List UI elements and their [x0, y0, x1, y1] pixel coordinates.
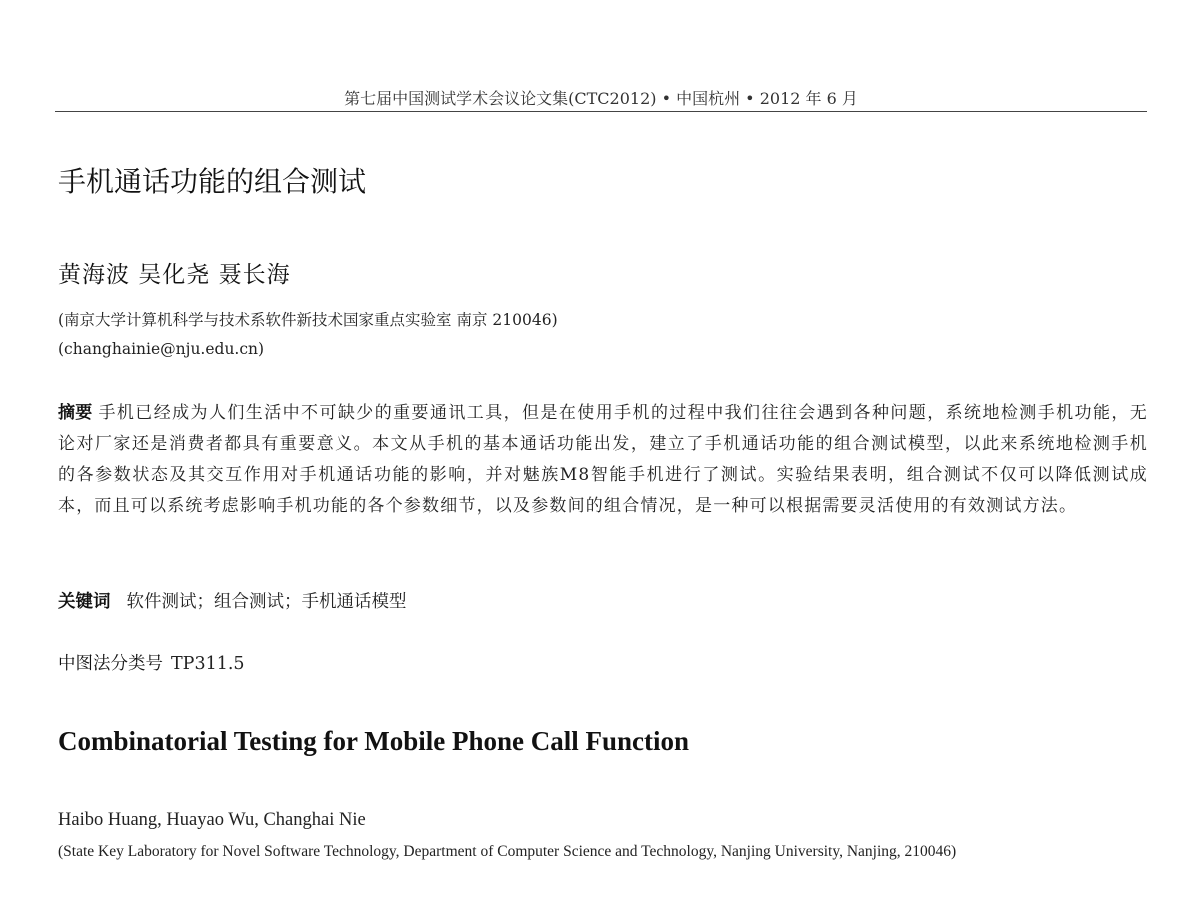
abstract-chinese — [58, 398, 1148, 522]
keywords-text: 软件测试；组合测试；手机通话模型 — [126, 592, 407, 612]
abstract-text: 手机已经成为人们生活中不可缺少的重要通讯工具，但是在使用手机的过程中我们往往会遇到各种问题，系统地检测手机功能，无论对厂家还是消费者都具有重要意义。本文从手机的基本通话功能出发，建立了手机通话功能的组合测试模型，以此来系统地检测手机的各参数状态及其交互作用对手机通话功能的影响，并对魅族M8智能手机进行了测试。实验结果表明，组合测试不仅可以降低测试成本，而且可以系统考虑影响手机功能的各个参数细节，以及参数间的组合情况，是一种可以根据需要灵活使用的有效测试方法。 — [58, 403, 1148, 516]
authors-english: Haibo Huang, Huayao Wu, Changhai Nie — [58, 810, 366, 830]
abstract-label: 摘要 — [58, 403, 93, 423]
running-header: 第七届中国测试学术会议论文集(CTC2012) • 中国杭州 • 2012 年 6 月 — [344, 89, 858, 108]
affiliation-english: (State Key Laboratory for Novel Software Technology, Department of Computer Science and Technology, Nanjing University, Nanjing, 210046) — [58, 843, 957, 860]
paper-title-english: Combinatorial Testing for Mobile Phone Call Function — [58, 726, 690, 756]
keywords-chinese — [58, 588, 407, 613]
clc-number — [58, 650, 245, 675]
paper-title-chinese: 手机通话功能的组合测试 — [58, 165, 367, 198]
keywords-label: 关键词 — [58, 592, 111, 612]
authors-chinese: 黄海波 吴化尧 聂长海 — [58, 262, 291, 288]
affiliation-chinese: (南京大学计算机科学与技术系软件新技术国家重点实验室 南京 210046) — [58, 311, 558, 329]
clc-value: TP311.5 — [171, 654, 245, 674]
author-email: (changhainie@nju.edu.cn) — [58, 340, 265, 358]
header-divider — [55, 111, 1147, 112]
clc-label: 中图法分类号 — [58, 654, 163, 674]
